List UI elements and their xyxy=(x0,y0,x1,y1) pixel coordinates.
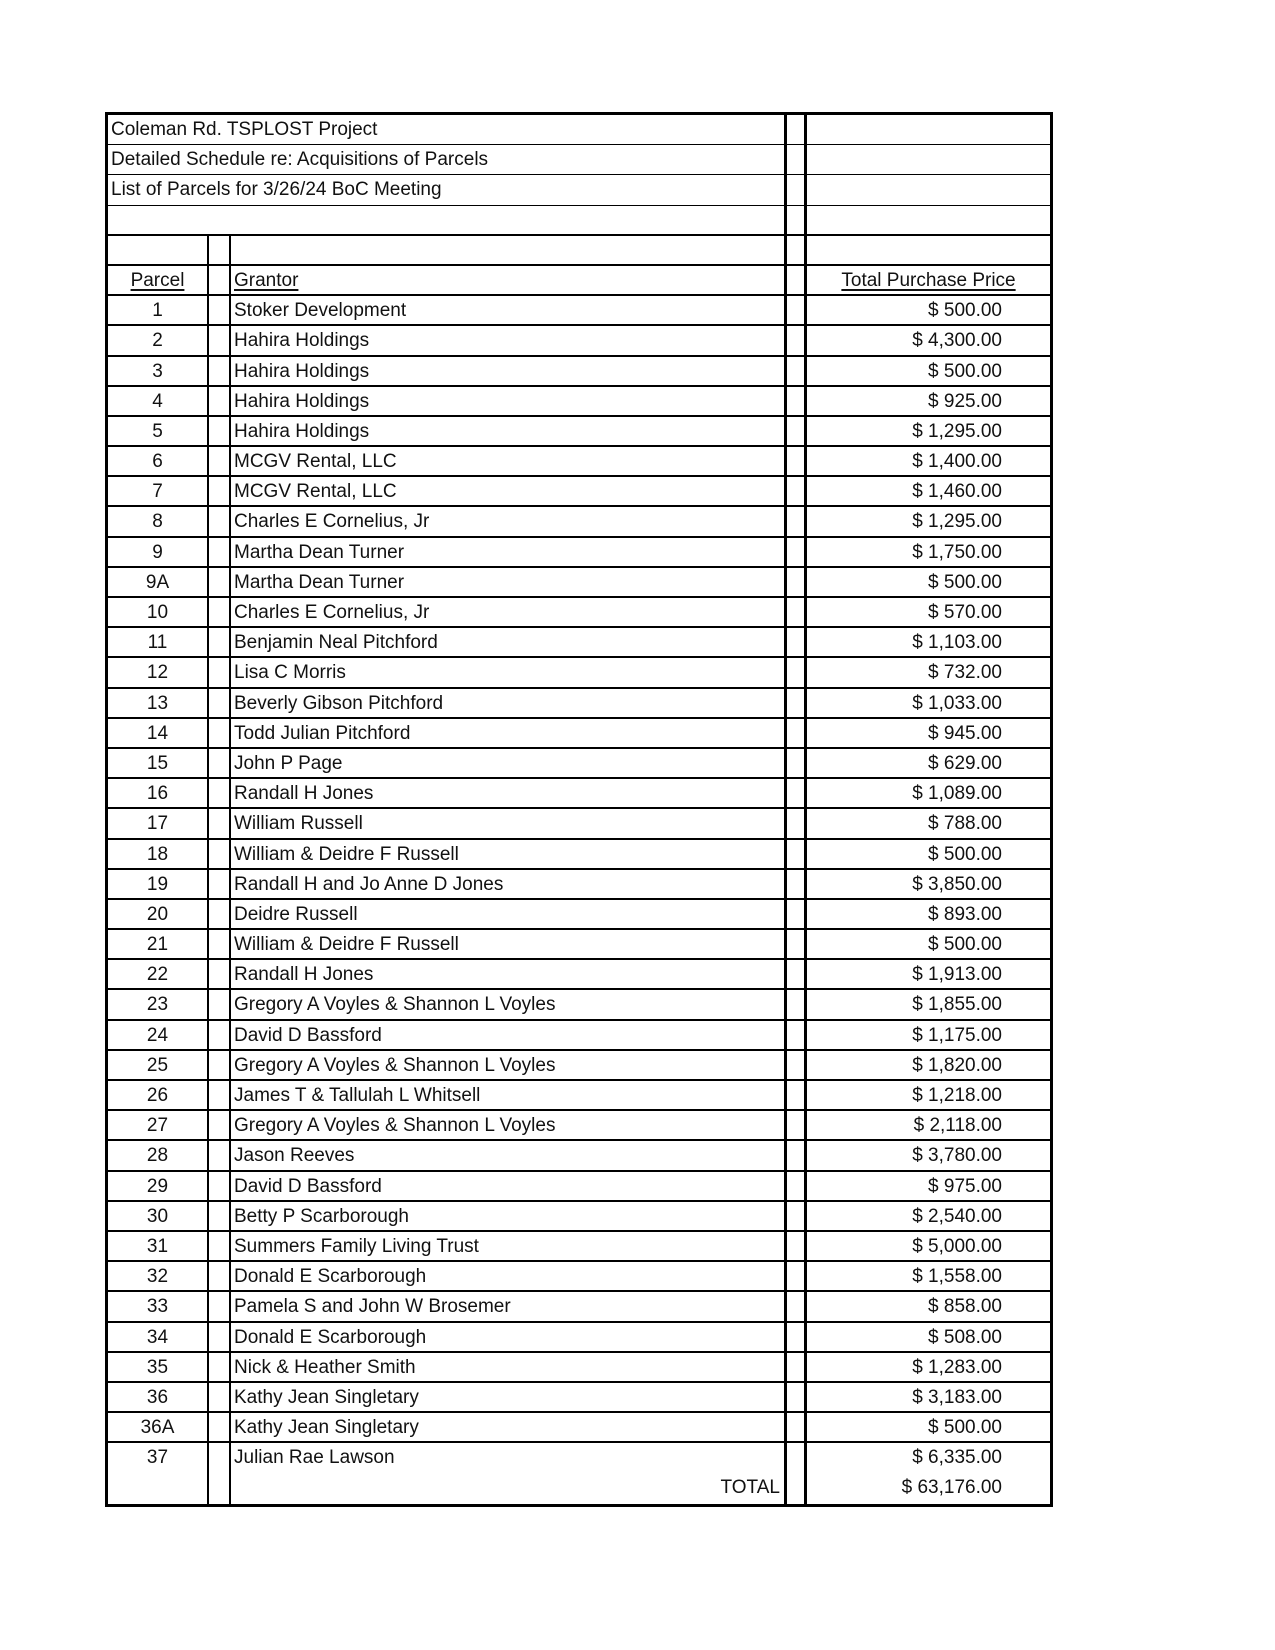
table-row xyxy=(108,1292,1050,1322)
purchase-price: $ 500.00 xyxy=(804,357,1050,385)
title-row xyxy=(108,145,1050,175)
purchase-price: $ 3,183.00 xyxy=(804,1383,1050,1411)
parcel-number: 7 xyxy=(152,481,163,503)
grantor-name: Betty P Scarborough xyxy=(229,1202,784,1230)
table-row xyxy=(108,990,1050,1020)
purchase-price: $ 500.00 xyxy=(804,568,1050,596)
parcel-number: 13 xyxy=(146,692,169,714)
grantor-name: Beverly Gibson Pitchford xyxy=(229,689,784,717)
grantor-name: Kathy Jean Singletary xyxy=(229,1413,784,1441)
purchase-price: $ 508.00 xyxy=(804,1323,1050,1351)
table-row xyxy=(108,628,1050,658)
purchase-price: $ 500.00 xyxy=(804,1413,1050,1441)
grantor-name: William Russell xyxy=(229,809,784,837)
purchase-price: $ 2,540.00 xyxy=(804,1202,1050,1230)
purchase-price: $ 1,033.00 xyxy=(804,689,1050,717)
purchase-price: $ 629.00 xyxy=(804,749,1050,777)
table-row xyxy=(108,1051,1050,1081)
parcel-number: 2 xyxy=(152,330,163,352)
parcel-number: 10 xyxy=(146,602,169,623)
table-row xyxy=(108,1443,1050,1473)
table-row xyxy=(108,1262,1050,1292)
purchase-price: $ 1,218.00 xyxy=(804,1081,1050,1109)
parcel-number: 17 xyxy=(146,813,169,835)
purchase-price: $ 1,175.00 xyxy=(804,1021,1050,1049)
parcel-number: 27 xyxy=(146,1115,169,1137)
grantor-name: Gregory A Voyles & Shannon L Voyles xyxy=(229,990,784,1018)
parcel-number: 11 xyxy=(147,632,168,654)
table-row xyxy=(108,779,1050,809)
header-row xyxy=(108,266,1050,296)
table-row xyxy=(108,538,1050,568)
table-row xyxy=(108,1141,1050,1171)
grantor-name: John P Page xyxy=(229,749,784,777)
grantor-name: Pamela S and John W Brosemer xyxy=(229,1292,784,1320)
grantor-name: Summers Family Living Trust xyxy=(229,1232,784,1260)
purchase-price: $ 5,000.00 xyxy=(804,1232,1050,1260)
parcel-number: 21 xyxy=(146,934,169,956)
grantor-name: Randall H and Jo Anne D Jones xyxy=(229,870,784,898)
grantor-name: Hahira Holdings xyxy=(229,417,784,445)
parcel-number: 4 xyxy=(152,390,163,412)
grantor-name: Donald E Scarborough xyxy=(229,1262,784,1290)
purchase-price: $ 1,400.00 xyxy=(804,447,1050,475)
parcel-number: 22 xyxy=(146,964,169,986)
table-row xyxy=(108,598,1050,628)
grantor-name: Julian Rae Lawson xyxy=(229,1443,784,1473)
table-row xyxy=(108,870,1050,900)
blank-row xyxy=(108,206,1050,236)
table-row xyxy=(108,900,1050,930)
purchase-price: $ 1,558.00 xyxy=(804,1262,1050,1290)
parcel-number: 15 xyxy=(146,752,169,774)
grantor-name: Hahira Holdings xyxy=(229,387,784,415)
column-header-parcel: Parcel xyxy=(130,269,185,291)
grantor-name: Donald E Scarborough xyxy=(229,1323,784,1351)
table-row xyxy=(108,749,1050,779)
purchase-price: $ 500.00 xyxy=(804,840,1050,868)
table-row xyxy=(108,1202,1050,1232)
parcel-number: 1 xyxy=(152,300,163,322)
column-header-price: Total Purchase Price xyxy=(841,269,1016,291)
grantor-name: James T & Tallulah L Whitsell xyxy=(229,1081,784,1109)
purchase-price: $ 925.00 xyxy=(804,387,1050,415)
parcel-number: 37 xyxy=(146,1447,169,1469)
parcel-number: 9 xyxy=(152,541,163,563)
grantor-name: William & Deidre F Russell xyxy=(229,840,784,868)
table-row xyxy=(108,507,1050,537)
purchase-price: $ 732.00 xyxy=(804,658,1050,686)
grantor-name: Charles E Cornelius, Jr xyxy=(229,598,784,626)
parcel-number: 16 xyxy=(146,783,169,805)
parcel-number: 23 xyxy=(146,994,169,1016)
parcel-schedule-table xyxy=(105,112,1053,1507)
grantor-name: Jason Reeves xyxy=(229,1141,784,1169)
parcel-number: 31 xyxy=(146,1235,169,1257)
parcel-number: 36 xyxy=(146,1386,169,1408)
meeting-subtitle: List of Parcels for 3/26/24 BoC Meeting xyxy=(111,179,442,201)
parcel-number: 34 xyxy=(146,1326,169,1348)
parcel-number: 5 xyxy=(152,420,163,442)
total-row xyxy=(108,1473,1050,1503)
parcel-number: 18 xyxy=(146,843,169,865)
blank-row xyxy=(108,236,1050,266)
table-row xyxy=(108,840,1050,870)
table-row xyxy=(108,658,1050,688)
grantor-name: David D Bassford xyxy=(229,1172,784,1200)
grantor-name: MCGV Rental, LLC xyxy=(229,447,784,475)
grantor-name: Gregory A Voyles & Shannon L Voyles xyxy=(229,1111,784,1139)
purchase-price: $ 858.00 xyxy=(804,1292,1050,1320)
parcel-number: 6 xyxy=(152,451,163,473)
purchase-price: $ 788.00 xyxy=(804,809,1050,837)
purchase-price: $ 893.00 xyxy=(804,900,1050,928)
parcel-number: 14 xyxy=(146,722,169,744)
purchase-price: $ 945.00 xyxy=(804,719,1050,747)
parcel-number: 12 xyxy=(146,662,169,684)
grantor-name: Hahira Holdings xyxy=(229,326,784,354)
parcel-number: 33 xyxy=(146,1296,169,1318)
table-row xyxy=(108,296,1050,326)
purchase-price: $ 500.00 xyxy=(804,296,1050,324)
parcel-number: 32 xyxy=(146,1266,169,1288)
purchase-price: $ 1,820.00 xyxy=(804,1051,1050,1079)
grantor-name: MCGV Rental, LLC xyxy=(229,477,784,505)
purchase-price: $ 6,335.00 xyxy=(804,1443,1050,1473)
parcel-number: 8 xyxy=(152,511,163,533)
table-row xyxy=(108,689,1050,719)
purchase-price: $ 1,089.00 xyxy=(804,779,1050,807)
table-row xyxy=(108,960,1050,990)
grantor-name: Hahira Holdings xyxy=(229,357,784,385)
table-row xyxy=(108,930,1050,960)
grantor-name: Gregory A Voyles & Shannon L Voyles xyxy=(229,1051,784,1079)
grantor-name: Martha Dean Turner xyxy=(229,568,784,596)
parcel-rows xyxy=(108,296,1050,1473)
table-row xyxy=(108,357,1050,387)
total-value: $ 63,176.00 xyxy=(804,1473,1050,1503)
grantor-name: Stoker Development xyxy=(229,296,784,324)
grantor-name: David D Bassford xyxy=(229,1021,784,1049)
purchase-price: $ 3,850.00 xyxy=(804,870,1050,898)
purchase-price: $ 3,780.00 xyxy=(804,1141,1050,1169)
grantor-name: Kathy Jean Singletary xyxy=(229,1383,784,1411)
schedule-subtitle: Detailed Schedule re: Acquisitions of Parcels xyxy=(111,149,489,171)
parcel-number: 25 xyxy=(146,1054,169,1076)
parcel-number: 35 xyxy=(146,1356,169,1378)
parcel-number: 24 xyxy=(146,1024,169,1046)
table-row xyxy=(108,1081,1050,1111)
title-row xyxy=(108,175,1050,205)
table-row xyxy=(108,719,1050,749)
parcel-number: 19 xyxy=(146,873,169,895)
purchase-price: $ 1,283.00 xyxy=(804,1353,1050,1381)
purchase-price: $ 975.00 xyxy=(804,1172,1050,1200)
grantor-name: Lisa C Morris xyxy=(229,658,784,686)
parcel-number: 26 xyxy=(146,1085,169,1106)
grantor-name: Randall H Jones xyxy=(229,779,784,807)
parcel-number: 30 xyxy=(146,1205,169,1227)
purchase-price: $ 500.00 xyxy=(804,930,1050,958)
purchase-price: $ 1,750.00 xyxy=(804,538,1050,566)
grantor-name: Deidre Russell xyxy=(229,900,784,928)
parcel-number: 9A xyxy=(145,571,170,593)
purchase-price: $ 1,103.00 xyxy=(804,628,1050,656)
table-row xyxy=(108,1172,1050,1202)
grantor-name: Martha Dean Turner xyxy=(229,538,784,566)
column-header-grantor: Grantor xyxy=(234,269,299,291)
grantor-name: Nick & Heather Smith xyxy=(229,1353,784,1381)
table-row xyxy=(108,1232,1050,1262)
table-row xyxy=(108,477,1050,507)
table-row xyxy=(108,809,1050,839)
table-row xyxy=(108,1413,1050,1443)
project-title: Coleman Rd. TSPLOST Project xyxy=(111,119,378,140)
purchase-price: $ 1,295.00 xyxy=(804,417,1050,445)
parcel-number: 29 xyxy=(146,1175,169,1197)
table-row xyxy=(108,1323,1050,1353)
table-row xyxy=(108,387,1050,417)
table-row xyxy=(108,568,1050,598)
table-row xyxy=(108,1353,1050,1383)
table-row xyxy=(108,1111,1050,1141)
grantor-name: Charles E Cornelius, Jr xyxy=(229,507,784,535)
purchase-price: $ 1,295.00 xyxy=(804,507,1050,535)
total-label: TOTAL xyxy=(229,1473,784,1503)
purchase-price: $ 1,913.00 xyxy=(804,960,1050,988)
table-row xyxy=(108,417,1050,447)
grantor-name: Todd Julian Pitchford xyxy=(229,719,784,747)
parcel-number: 28 xyxy=(146,1145,169,1167)
grantor-name: William & Deidre F Russell xyxy=(229,930,784,958)
purchase-price: $ 4,300.00 xyxy=(804,326,1050,354)
parcel-number: 36A xyxy=(140,1417,175,1439)
parcel-number: 3 xyxy=(152,360,163,382)
table-row xyxy=(108,1383,1050,1413)
purchase-price: $ 570.00 xyxy=(804,598,1050,626)
grantor-name: Randall H Jones xyxy=(229,960,784,988)
table-row xyxy=(108,447,1050,477)
title-row xyxy=(108,115,1050,145)
parcel-number: 20 xyxy=(146,903,169,925)
purchase-price: $ 2,118.00 xyxy=(804,1111,1050,1139)
table-row xyxy=(108,326,1050,356)
purchase-price: $ 1,855.00 xyxy=(804,990,1050,1018)
grantor-name: Benjamin Neal Pitchford xyxy=(229,628,784,656)
purchase-price: $ 1,460.00 xyxy=(804,477,1050,505)
table-row xyxy=(108,1021,1050,1051)
